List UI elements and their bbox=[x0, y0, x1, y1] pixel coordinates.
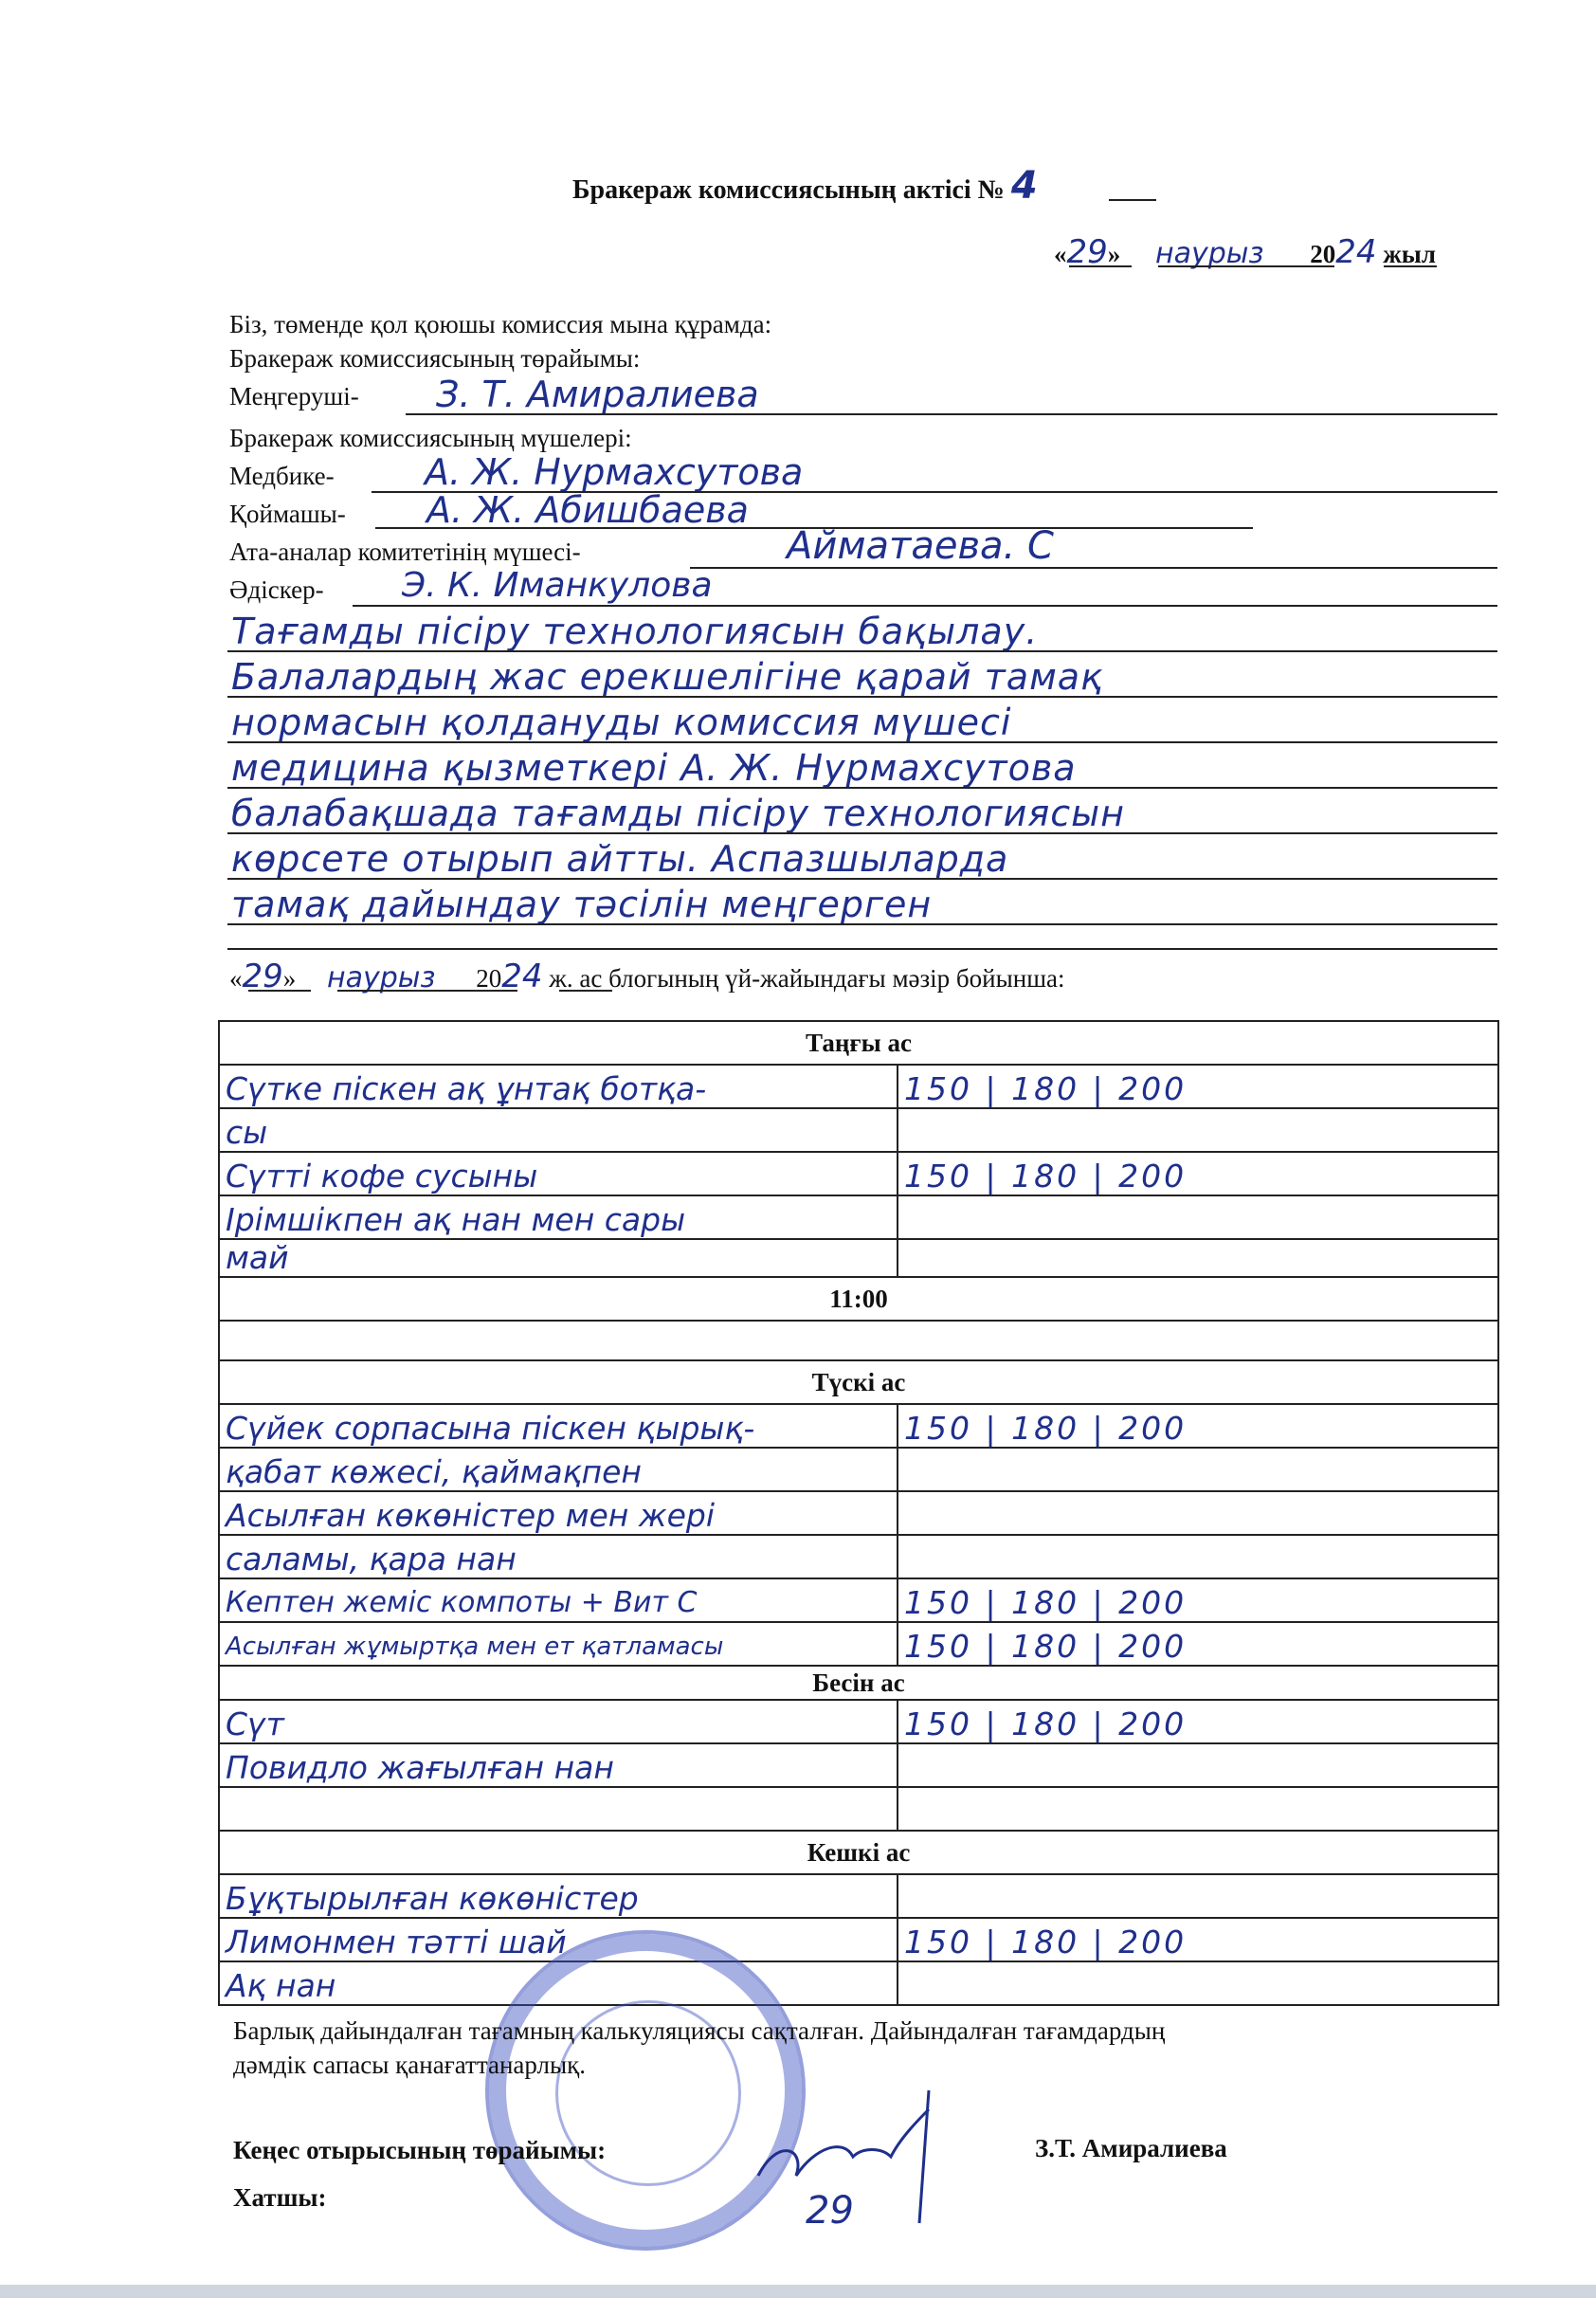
portion-size: 150 | 180 | 200 bbox=[904, 1628, 1188, 1665]
portion-size: 150 | 180 | 200 bbox=[904, 1584, 1188, 1621]
note-line: Тағамды пісіру технологиясын бақылау. bbox=[227, 607, 1497, 652]
signature-mark bbox=[739, 2081, 986, 2242]
menu-date-line: «29» наурыз 2024 ж. ас блогының үй-жайындағы мәзір бойынша: bbox=[229, 958, 1065, 995]
conclusion-line-2: дәмдік сапасы қанағаттанарлық. bbox=[233, 2051, 587, 2079]
table-row bbox=[219, 1700, 1498, 1743]
menu-day: 29 bbox=[242, 958, 283, 995]
table-row bbox=[219, 1578, 1498, 1622]
table-row bbox=[219, 1622, 1498, 1666]
section-snack: 11:00 bbox=[219, 1277, 1498, 1321]
dish-name: сы bbox=[226, 1114, 268, 1151]
menu-month: наурыз bbox=[327, 961, 436, 994]
section-afternoon: Бесін ас bbox=[219, 1666, 1498, 1700]
head-name: З. Т. Амиралиева bbox=[436, 374, 759, 415]
table-row bbox=[219, 1961, 1498, 2005]
title-text: Бракераж комиссиясының актісі № bbox=[572, 175, 1005, 205]
portion-size: 150 | 180 | 200 bbox=[904, 1158, 1188, 1195]
section-row bbox=[219, 1021, 1498, 1065]
date-day: 29 bbox=[1066, 233, 1108, 271]
methodist-label: Әдіскер- bbox=[229, 575, 324, 604]
dish-name: Ірімшікпен ақ нан мен сары bbox=[226, 1201, 686, 1238]
note-line: Балалардың жас ерекшелігіне қарай тамақ bbox=[227, 652, 1497, 698]
table-row bbox=[219, 1535, 1498, 1578]
note-line: балабақшада тағамды пісіру технологиясын bbox=[227, 789, 1497, 834]
portion-size: 150 | 180 | 200 bbox=[904, 1924, 1188, 1961]
dish-name: Асылған жұмыртқа мен ет қатламасы bbox=[226, 1632, 724, 1661]
date-month: наурыз bbox=[1155, 237, 1264, 270]
conclusion-line-1: Барлық дайындалған тағамның калькуляциясы сақталған. Дайындалған тағамдардың bbox=[233, 2016, 1166, 2045]
methodist-name: Э. К. Иманкулова bbox=[402, 566, 713, 605]
menu-year: 24 bbox=[501, 958, 543, 995]
note-line: тамақ дайындау тәсілін меңгерген bbox=[227, 880, 1497, 925]
table-row bbox=[219, 1239, 1498, 1277]
dish-name: Сүт bbox=[226, 1705, 284, 1742]
document-title bbox=[572, 164, 1038, 208]
nurse-label: Медбике- bbox=[229, 462, 335, 490]
table-row bbox=[219, 1065, 1498, 1108]
signature-date: 29 bbox=[806, 2189, 854, 2233]
section-lunch: Түскі ас bbox=[219, 1360, 1498, 1404]
section-row bbox=[219, 1666, 1498, 1700]
dish-name: қабат көжесі, қаймақпен bbox=[226, 1453, 642, 1490]
members-label: Бракераж комиссиясының мүшелері: bbox=[229, 424, 632, 452]
table-row bbox=[219, 1491, 1498, 1535]
section-breakfast: Таңғы ас bbox=[219, 1021, 1498, 1065]
date-year: 24 bbox=[1335, 233, 1377, 271]
section-row bbox=[219, 1277, 1498, 1321]
table-row bbox=[219, 1787, 1498, 1831]
dish-name: май bbox=[226, 1239, 289, 1276]
chair-label: Кеңес отырысының төрайымы: bbox=[233, 2136, 607, 2164]
act-date: «29» наурыз 2024 жыл bbox=[1054, 233, 1437, 271]
section-dinner: Кешкі ас bbox=[219, 1831, 1498, 1874]
dish-name: Повидло жағылған нан bbox=[226, 1749, 614, 1786]
table-row bbox=[219, 1152, 1498, 1195]
table-row bbox=[219, 1918, 1498, 1961]
table-row bbox=[219, 1404, 1498, 1448]
table-row bbox=[219, 1874, 1498, 1918]
nurse-name: А. Ж. Нурмахсутова bbox=[425, 451, 804, 493]
storekeeper-name: А. Ж. Абишбаева bbox=[426, 489, 749, 531]
scan-edge bbox=[0, 2285, 1596, 2298]
table-row bbox=[219, 1321, 1498, 1360]
dish-name: Ақ нан bbox=[226, 1967, 336, 2004]
note-line: медицина қызметкері А. Ж. Нурмахсутова bbox=[227, 743, 1497, 789]
portion-size: 150 | 180 | 200 bbox=[904, 1705, 1188, 1742]
dish-name: Асылған көкөністер мен жері bbox=[226, 1497, 716, 1534]
chair-name: З.Т. Амиралиева bbox=[1035, 2134, 1227, 2162]
table-row bbox=[219, 1743, 1498, 1787]
intro-line-1: Біз, төменде қол қоюшы комиссия мына құрамда: bbox=[229, 310, 772, 338]
portion-size: 150 | 180 | 200 bbox=[904, 1070, 1188, 1107]
menu-table bbox=[218, 1020, 1499, 2006]
parent-name: Айматаева. С bbox=[787, 524, 1054, 568]
head-label: Меңгеруші- bbox=[229, 382, 359, 410]
secretary-label: Хатшы: bbox=[233, 2183, 327, 2212]
dish-name: Сүтті кофе сусыны bbox=[226, 1158, 538, 1195]
act-number: 4 bbox=[1010, 164, 1038, 208]
table-row bbox=[219, 1195, 1498, 1239]
dish-name: Бұқтырылған көкөністер bbox=[226, 1880, 639, 1917]
dish-name: Сүтке піскен ақ ұнтақ ботқа- bbox=[226, 1070, 707, 1107]
section-row bbox=[219, 1360, 1498, 1404]
note-line: көрсете отырып айтты. Аспазшыларда bbox=[227, 834, 1497, 880]
table-row bbox=[219, 1448, 1498, 1491]
parent-label: Ата-аналар комитетінің мүшесі- bbox=[229, 538, 581, 566]
note-line: нормасын қолдануды комиссия мүшесі bbox=[227, 698, 1497, 743]
table-row bbox=[219, 1108, 1498, 1152]
storekeeper-label: Қоймашы- bbox=[229, 500, 346, 528]
dish-name: Сүйек сорпасына піскен қырық- bbox=[226, 1410, 755, 1447]
section-row bbox=[219, 1831, 1498, 1874]
dish-name: саламы, қара нан bbox=[226, 1541, 517, 1578]
intro-line-2: Бракераж комиссиясының төрайымы: bbox=[229, 344, 641, 373]
portion-size: 150 | 180 | 200 bbox=[904, 1410, 1188, 1447]
dish-name: Лимонмен тәтті шай bbox=[226, 1924, 567, 1961]
dish-name: Кептен жеміс компоты + Вит С bbox=[226, 1586, 698, 1619]
